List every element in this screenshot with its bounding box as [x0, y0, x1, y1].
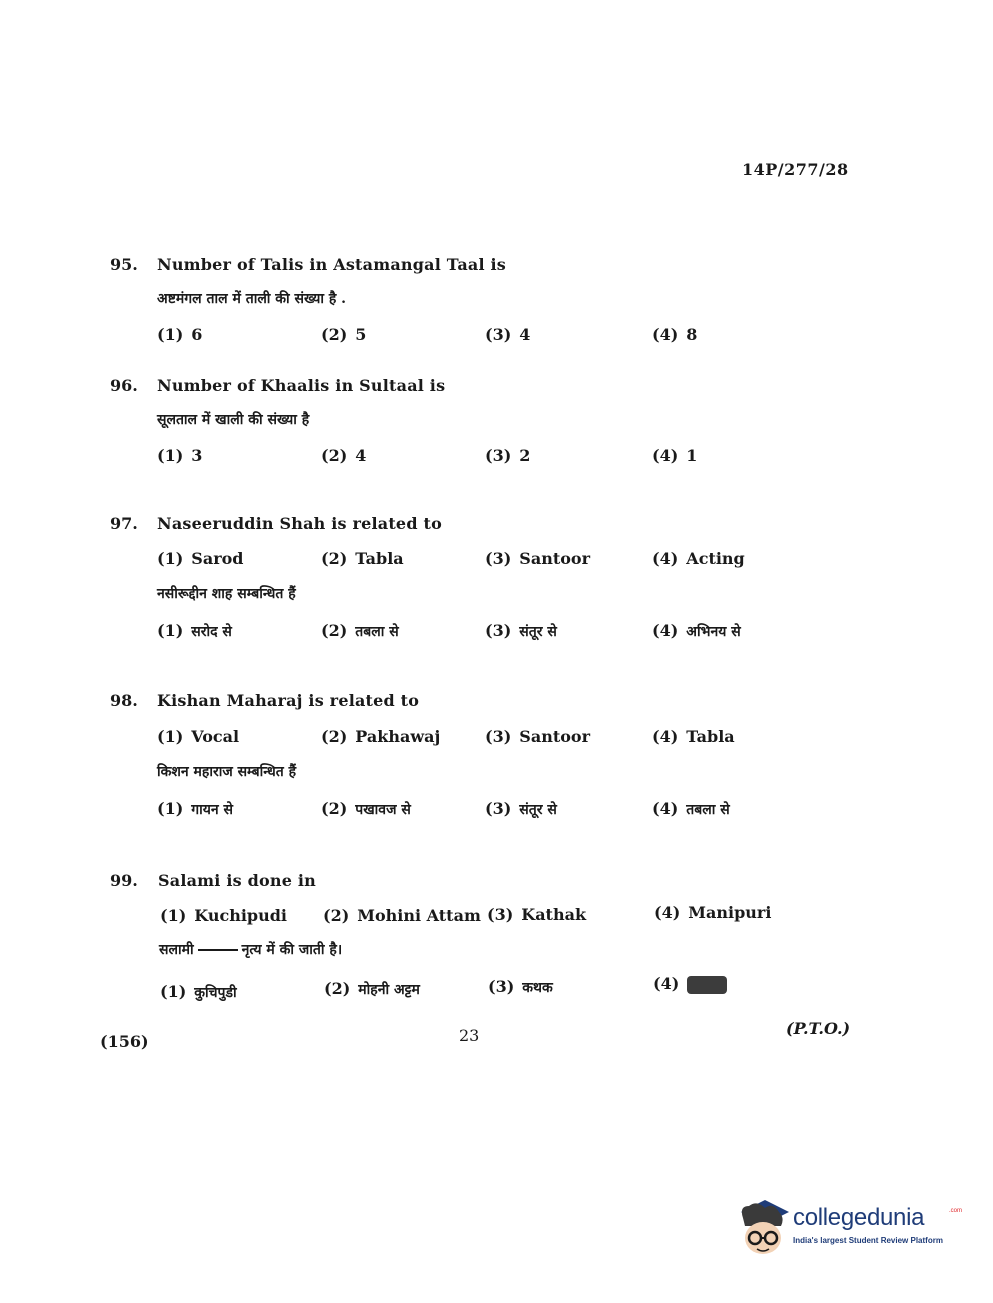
illegible-smudge	[687, 976, 727, 994]
option-number: (3)	[487, 905, 514, 924]
option-number: (1)	[157, 549, 184, 568]
option-1	[160, 906, 287, 925]
page-number: 23	[459, 1026, 480, 1045]
option-number: (2)	[321, 799, 348, 818]
option-label: पखावज से	[355, 802, 411, 818]
hindi-option-1	[160, 982, 237, 1002]
option-label: संतूर से	[519, 802, 557, 818]
option-number: (3)	[485, 446, 512, 465]
footer-code: (156)	[100, 1032, 149, 1051]
option-label: कुचिपुडी	[194, 985, 237, 1001]
option-number: (4)	[654, 903, 681, 922]
option-number: (2)	[321, 325, 348, 344]
option-label: संतूर से	[519, 624, 557, 640]
option-number: (3)	[488, 977, 515, 996]
logo-wordmark: collegedunia	[793, 1204, 925, 1231]
option-number: (4)	[653, 974, 680, 993]
question-text-hindi: नसीरूद्दीन शाह सम्बन्धित हैं	[157, 586, 296, 602]
question-number: 97.	[110, 514, 138, 533]
collegedunia-logo	[735, 1196, 963, 1258]
option-number: (2)	[321, 621, 348, 640]
option-number: (4)	[652, 325, 679, 344]
option-label: 1	[686, 446, 698, 465]
pto-label: (P.T.O.)	[786, 1019, 851, 1038]
option-number: (2)	[321, 549, 348, 568]
hindi-option-1	[157, 799, 233, 819]
option-1	[157, 446, 202, 465]
hindi-option-3	[485, 621, 557, 641]
hindi-option-2	[324, 979, 420, 999]
option-label: Vocal	[191, 727, 240, 746]
option-label: सरोद से	[191, 624, 232, 640]
option-4	[652, 325, 697, 344]
option-3	[485, 727, 590, 746]
hindi-option-4	[653, 974, 727, 994]
option-4	[652, 549, 745, 568]
option-label: अभिनय से	[686, 624, 741, 640]
hindi-text-end: नृत्य में की जाती है।	[241, 942, 343, 958]
option-number: (1)	[157, 727, 184, 746]
question-text-hindi: अष्टमंगल ताल में ताली की संख्या है .	[157, 291, 347, 307]
option-1	[157, 325, 202, 344]
question-number: 96.	[110, 376, 138, 395]
question-text: Salami is done in	[158, 871, 316, 890]
hindi-option-1	[157, 621, 232, 641]
option-number: (3)	[485, 549, 512, 568]
mascot-icon	[735, 1196, 793, 1258]
question-text-hindi: सूलताल में खाली की संख्या है	[157, 412, 310, 428]
hindi-option-2	[321, 621, 399, 641]
hindi-option-4	[652, 799, 730, 819]
option-number: (2)	[324, 979, 351, 998]
option-2	[321, 549, 404, 568]
option-2	[321, 727, 440, 746]
question-number: 99.	[110, 871, 138, 890]
option-1	[157, 549, 244, 568]
option-3	[485, 446, 530, 465]
logo-tagline: India's largest Student Review Platform	[793, 1236, 943, 1245]
option-label: 4	[519, 325, 531, 344]
hindi-option-2	[321, 799, 411, 819]
question-text: Kishan Maharaj is related to	[157, 691, 420, 710]
option-label: 8	[686, 325, 698, 344]
option-1	[157, 727, 239, 746]
option-label: तबला से	[686, 802, 730, 818]
option-label: तबला से	[355, 624, 399, 640]
option-4	[652, 727, 735, 746]
hindi-option-3	[488, 977, 553, 997]
question-text: Number of Talis in Astamangal Taal is	[157, 255, 506, 274]
option-2	[321, 446, 366, 465]
question-text: Number of Khaalis in Sultaal is	[157, 376, 446, 395]
option-label: मोहनी अट्टम	[358, 982, 420, 998]
option-number: (3)	[485, 799, 512, 818]
option-number: (4)	[652, 727, 679, 746]
option-label: Tabla	[355, 549, 404, 568]
option-number: (4)	[652, 799, 679, 818]
option-label: Kuchipudi	[194, 906, 288, 925]
option-label: Tabla	[686, 727, 735, 746]
option-2	[323, 906, 481, 925]
option-number: (1)	[157, 621, 184, 640]
option-label: Mohini Attam	[357, 906, 481, 925]
option-number: (4)	[652, 621, 679, 640]
option-label: 3	[191, 446, 203, 465]
option-label: Santoor	[519, 549, 590, 568]
option-number: (2)	[323, 906, 350, 925]
option-label: Sarod	[191, 549, 244, 568]
option-number: (1)	[160, 906, 187, 925]
option-label: 4	[355, 446, 367, 465]
option-4	[654, 903, 771, 922]
option-number: (2)	[321, 727, 348, 746]
question-number: 95.	[110, 255, 138, 274]
option-number: (3)	[485, 325, 512, 344]
option-label: Manipuri	[688, 903, 772, 922]
hindi-option-4	[652, 621, 741, 641]
option-3	[487, 905, 586, 924]
question-text-hindi	[159, 940, 342, 959]
option-number: (1)	[157, 446, 184, 465]
option-number: (3)	[485, 621, 512, 640]
option-label: 5	[355, 325, 367, 344]
question-text-hindi: किशन महाराज सम्बन्धित हैं	[157, 764, 296, 780]
paper-code: 14P/277/28	[742, 160, 849, 179]
option-label: 6	[191, 325, 203, 344]
hindi-option-3	[485, 799, 557, 819]
option-label: 2	[519, 446, 531, 465]
question-number: 98.	[110, 691, 138, 710]
option-label: Kathak	[521, 905, 587, 924]
option-number: (3)	[485, 727, 512, 746]
option-number: (1)	[157, 799, 184, 818]
option-label: Santoor	[519, 727, 590, 746]
logo-suffix: .com	[949, 1208, 963, 1214]
option-label: गायन से	[191, 802, 234, 818]
option-number: (1)	[157, 325, 184, 344]
option-number: (1)	[160, 982, 187, 1001]
option-label: Pakhawaj	[355, 727, 441, 746]
option-3	[485, 325, 530, 344]
option-number: (4)	[652, 446, 679, 465]
option-4	[652, 446, 697, 465]
blank-line	[198, 949, 238, 951]
option-number: (4)	[652, 549, 679, 568]
option-number: (2)	[321, 446, 348, 465]
option-label: Acting	[686, 549, 745, 568]
question-text: Naseeruddin Shah is related to	[157, 514, 442, 533]
hindi-text-start: सलामी	[159, 942, 194, 958]
option-2	[321, 325, 366, 344]
option-3	[485, 549, 590, 568]
option-label: कथक	[522, 980, 553, 996]
